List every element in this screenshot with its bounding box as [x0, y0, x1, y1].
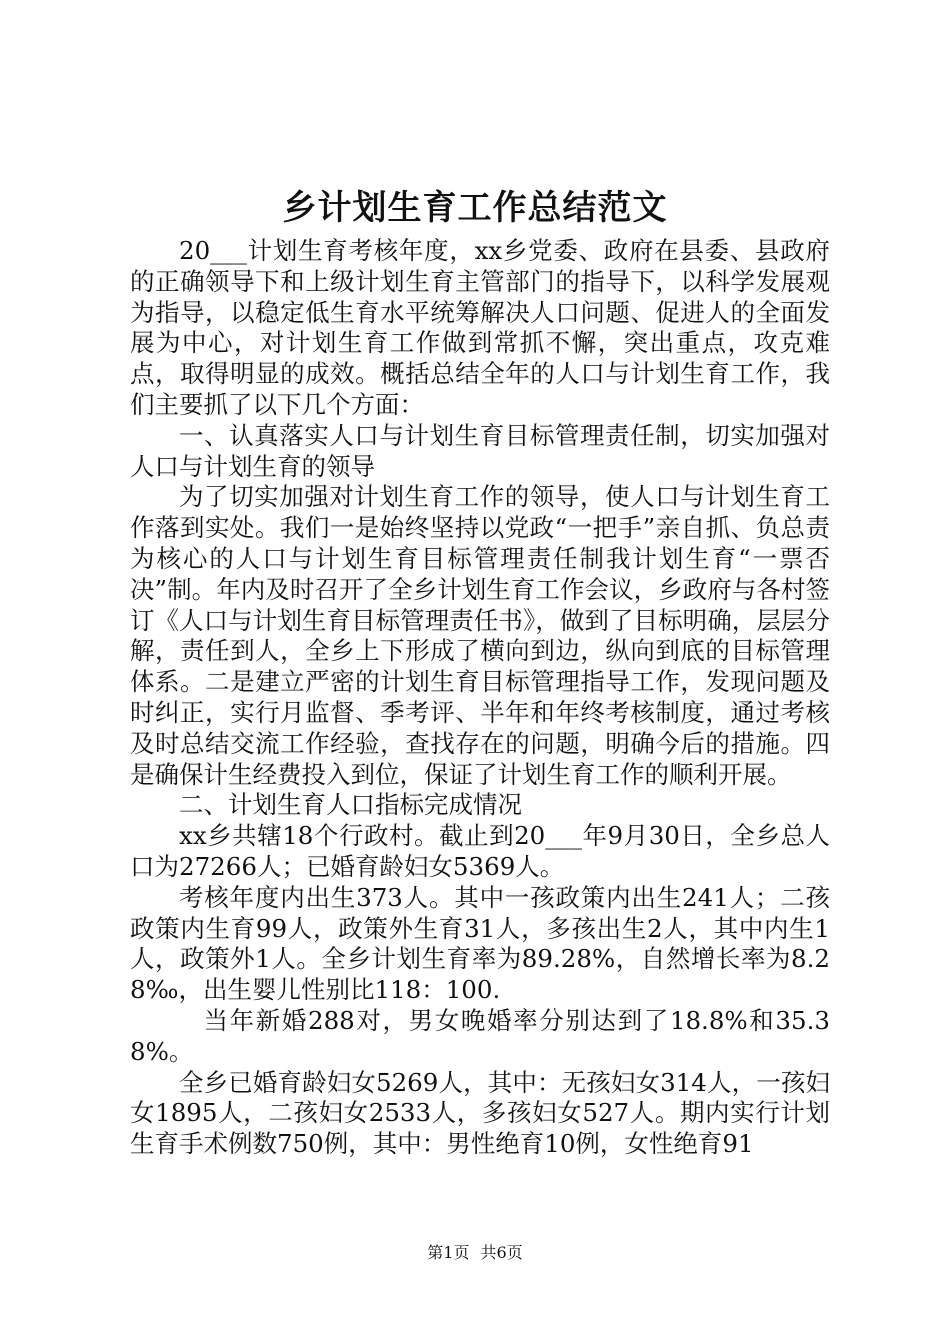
paragraph-marriage: 当年新婚288对，男女晚婚率分别达到了18.8%和35.38%。	[130, 1005, 830, 1066]
paragraph-leadership: 为了切实加强对计划生育工作的领导，使人口与计划生育工作落到实处。我们一是始终坚持以党政“一把手”亲自抓、负总责为核心的人口与计划生育目标管理责任制我计划生育“一票否决”制。年内及时召开了全乡计划生育工作会议，乡政府与各村签订《人口与计划生育目标管理责任书》，做到了目标明确，层层分解，责任到人，全乡上下形成了横向到边，纵向到底的目标管理体系。二是建立严密的计划生育目标管理指导工作，发现问题及时纠正，实行月监督、季考评、半年和年终考核制度，通过考核及时总结交流工作经验，查找存在的问题，明确今后的措施。四是确保计生经费投入到位，保证了计划生育工作的顺利开展。	[130, 482, 830, 789]
document-body	[130, 236, 830, 1160]
paragraph-women: 全乡已婚育龄妇女5269人，其中：无孩妇女314人，一孩妇女1895人，二孩妇女2533人，多孩妇女527人。期内实行计划生育手术例数750例，其中：男性绝育10例，女性绝育91	[130, 1067, 830, 1159]
page-number: 第1页	[427, 1243, 470, 1262]
paragraph-births: 考核年度内出生373人。其中一孩政策内出生241人；二孩政策内生育99人，政策外生育31人，多孩出生2人，其中内生1人，政策外1人。全乡计划生育率为89.28%，自然增长率为8.28‰，出生婴儿性别比118：100.	[130, 882, 830, 1005]
page-total: 共6页	[480, 1243, 523, 1262]
page-footer	[0, 1242, 950, 1264]
section-heading-1: 一、认真落实人口与计划生育目标管理责任制，切实加强对人口与计划生育的领导	[130, 420, 830, 481]
paragraph-intro: 20___计划生育考核年度，xx乡党委、政府在县委、县政府的正确领导下和上级计划生育主管部门的指导下，以科学发展观为指导，以稳定低生育水平统筹解决人口问题、促进人的全面发展为中心，对计划生育工作做到常抓不懈，突出重点，攻克难点，取得明显的成效。概括总结全年的人口与计划生育工作，我们主要抓了以下几个方面：	[130, 236, 830, 419]
document-title: 乡计划生育工作总结范文	[282, 188, 668, 228]
section-heading-2: 二、计划生育人口指标完成情况	[179, 790, 522, 820]
paragraph-population: xx乡共辖18个行政村。截止到20___年9月30日，全乡总人口为27266人；已婚育龄妇女5369人。	[130, 821, 830, 881]
